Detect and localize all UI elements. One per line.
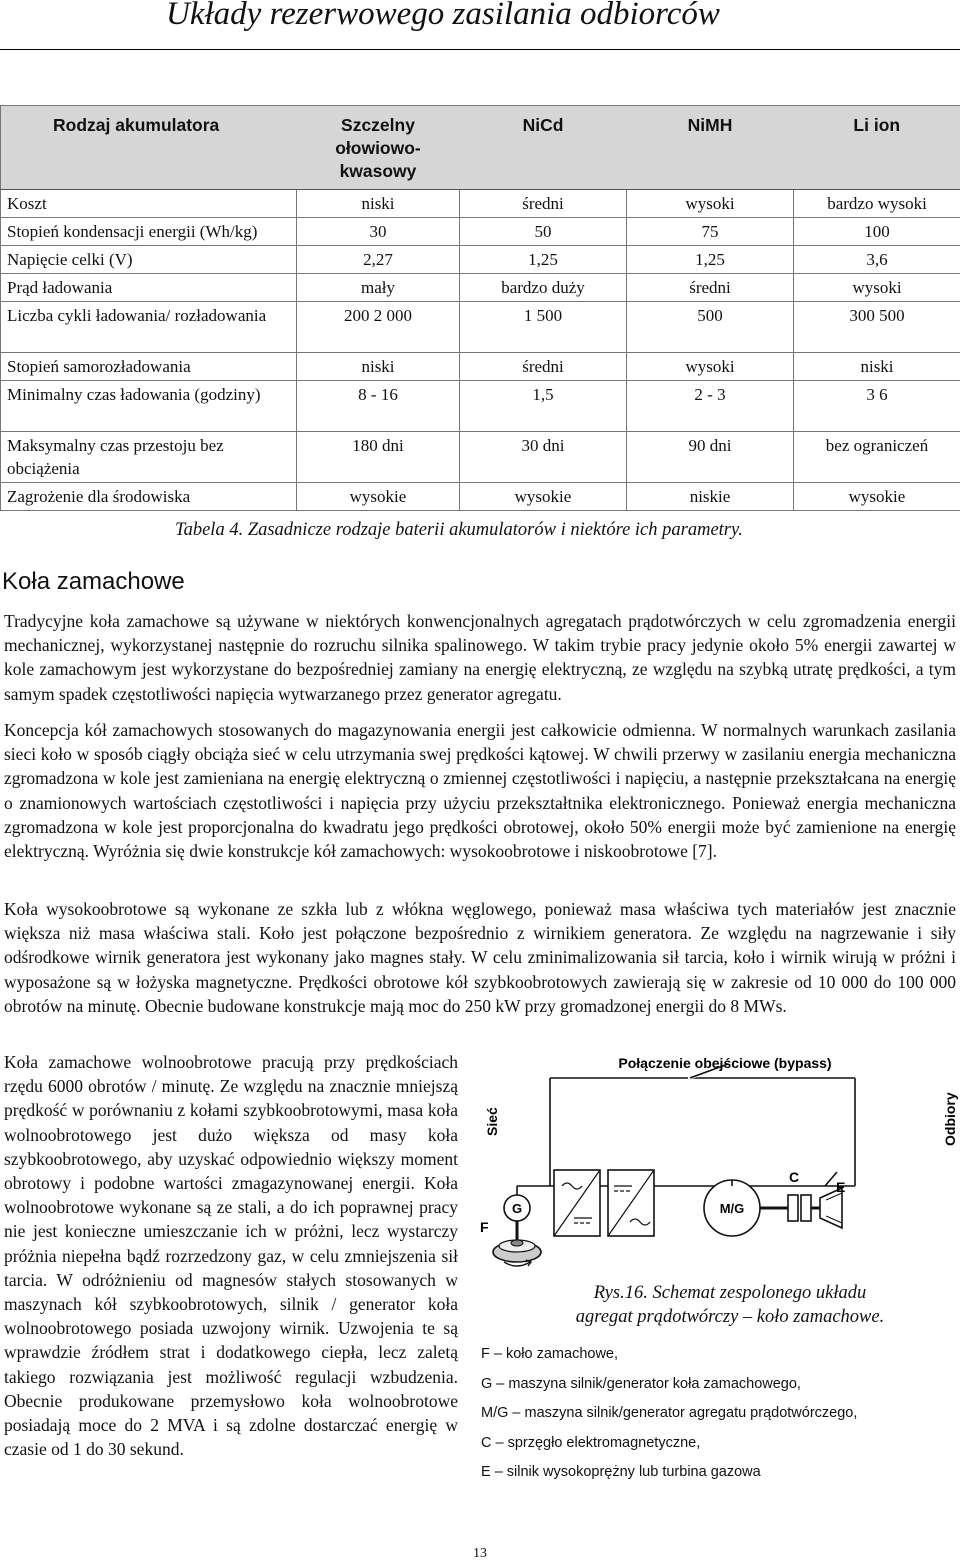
section-heading: Koła zamachowe [2, 568, 185, 595]
table-cell: bez ograniczeń [794, 432, 960, 483]
table-cell: niski [794, 353, 960, 381]
table-cell: średni [460, 353, 627, 381]
table-header-cell: Rodzaj akumulatora [1, 106, 297, 190]
table-header-cell: Li ion [794, 106, 960, 190]
table-header-cell [297, 106, 460, 190]
label-mg: M/G [719, 1201, 745, 1216]
table-cell: Prąd ładowania [1, 274, 297, 302]
title-divider [0, 49, 960, 50]
table-cell: wysokie [794, 483, 960, 511]
table-row [1, 302, 960, 353]
grid-label: Sieć [484, 1107, 500, 1136]
table-cell: 2,27 [297, 246, 460, 274]
table-row [1, 381, 960, 432]
legend-item: M/G – maszyna silnik/generator agregatu prądotwórczego, [481, 1405, 858, 1422]
table-cell: wysokie [460, 483, 627, 511]
clutch-icon [788, 1195, 820, 1221]
table-cell: 30 dni [460, 432, 627, 483]
table-cell: średni [627, 274, 794, 302]
header-line: Szczelny [341, 115, 415, 135]
table-header-row [1, 106, 960, 190]
table-cell: średni [460, 190, 627, 218]
table-cell: 200 2 000 [297, 302, 460, 353]
figure-caption-line: agregat prądotwórczy – koło zamachowe. [575, 1307, 885, 1327]
legend-item: F – koło zamachowe, [481, 1346, 619, 1362]
table-cell: 1 500 [460, 302, 627, 353]
table-cell: wysoki [627, 190, 794, 218]
table-cell: Liczba cykli ładowania/ rozładowania [1, 302, 297, 353]
table-cell: 30 [297, 218, 460, 246]
table-cell: mały [297, 274, 460, 302]
table-cell: Stopień kondensacji energii (Wh/kg) [1, 218, 297, 246]
table-cell: 100 [794, 218, 960, 246]
table-cell: 1,5 [460, 381, 627, 432]
table-cell: 75 [627, 218, 794, 246]
table-header-cell: NiMH [627, 106, 794, 190]
table-cell: niski [297, 190, 460, 218]
legend-item: G – maszyna silnik/generator koła zamachowego, [481, 1375, 801, 1392]
table-cell: wysoki [794, 274, 960, 302]
table-caption: Tabela 4. Zasadnicze rodzaje baterii akumulatorów i niektóre ich parametry. [175, 520, 743, 540]
table-cell: 50 [460, 218, 627, 246]
table-cell: 300 500 [794, 302, 960, 353]
page-number: 13 [473, 1546, 487, 1561]
paragraph: Koncepcja kół zamachowych stosowanych do magazynowania energii jest całkowicie odmienna. W normalnych warunkach zasilania sieci koło w sposób ciągły obciąża sieć w celu utrzymania swej prędkości kątowej. W chwili przerwy w zasilaniu energia mechaniczna zgromadzona w kole jest zamieniana na energię elektryczną o zmiennej częstotliwości i napięciu, a następnie przekształcana na energię o znamionowych wartościach częstotliwości i napięcia przy użyciu przekształtnika elektronicznego. Ponieważ energia mechaniczna zgromadzona w kole jest proporcjonalna do kwadratu jego prędkości obrotowej, około 50% energii może być zamienione na energię elektryczną. Wyróżnia się dwie konstrukcje kół zamachowych: wysokoobrotowe i niskoobrotowe [7]. [4, 720, 956, 862]
inverter-box [608, 1170, 654, 1236]
table-header-cell: NiCd [460, 106, 627, 190]
table-cell: 3 6 [794, 381, 960, 432]
flywheel-icon [493, 1186, 550, 1266]
table-cell: bardzo wysoki [794, 190, 960, 218]
label-g: G [511, 1201, 523, 1216]
table-cell: bardzo duży [460, 274, 627, 302]
table-cell: 2 - 3 [627, 381, 794, 432]
flywheel-diagram [470, 1040, 960, 1300]
table-row [1, 274, 960, 302]
table-cell: 1,25 [460, 246, 627, 274]
page-title: Układy rezerwowego zasilania odbiorców [166, 0, 720, 32]
converter-box [554, 1170, 600, 1236]
loads-label: Odbiory [942, 1092, 958, 1146]
table-cell: Maksymalny czas przestoju bez obciążenia [1, 432, 297, 483]
table-row [1, 432, 960, 483]
header-line: kwasowy [339, 161, 417, 181]
table-cell: 1,25 [627, 246, 794, 274]
table-row [1, 483, 960, 511]
table-cell: 8 - 16 [297, 381, 460, 432]
table-cell: Zagrożenie dla środowiska [1, 483, 297, 511]
table-cell: Napięcie celki (V) [1, 246, 297, 274]
legend-item: C – sprzęgło elektromagnetyczne, [481, 1434, 701, 1451]
table-cell: niski [297, 353, 460, 381]
table-cell: wysoki [627, 353, 794, 381]
table-row [1, 353, 960, 381]
legend-item: E – silnik wysokoprężny lub turbina gazowa [481, 1464, 761, 1481]
table-cell: Stopień samorozładowania [1, 353, 297, 381]
table-cell: 3,6 [794, 246, 960, 274]
label-f: F [480, 1219, 489, 1235]
header-line: ołowiowo- [335, 138, 421, 158]
table-cell: 90 dni [627, 432, 794, 483]
paragraph: Koła zamachowe wolnoobrotowe pracują przy prędkościach rzędu 6000 obrotów / minutę. Ze względu na znacznie mniejszą prędkość w porównaniu z kołami szybkoobrotowymi, masa koła wolnoobrotowego jest dużo większa od masy koła szybkoobrotowego, aby uzyskać odpowiednio większy moment obrotowy i podobne wartości zmagazynowanej energii. Koła wolnoobrotowe wykonane są ze stali, a do ich poprawnej pracy nie jest konieczne umieszczanie ich w próżni, lecz wystarczy próżnia niepełna bądź rozrzedzony gaz, w celu zmniejszenia sił tarcia. W odróżnieniu od magnesów stałych stosowanych w maszynach kół szybkoobrotowych, silnik / generator koła wolnoobrotowego posiada uzwojony wirnik. Uzwojenia te są wprawdzie źródłem strat i dodatkowego ciepła, lecz zaletą takiego rozwiązania jest możliwość regulacji wzbudzenia. Obecnie produkowane przemysłowo koła wolnoobrotowe posiadają moce do 2 MVA i są zdolne dostarczać energię w czasie od 1 do 30 sekund. [4, 1052, 458, 1460]
table-row [1, 218, 960, 246]
table-row [1, 190, 960, 218]
table-row [1, 246, 960, 274]
battery-table [0, 105, 960, 511]
figure-caption [530, 1281, 930, 1329]
table-cell: 500 [627, 302, 794, 353]
table-cell: Koszt [1, 190, 297, 218]
paragraph: Tradycyjne koła zamachowe są używane w niektórych konwencjonalnych agregatach prądotwórczych w celu zgromadzenia energii mechanicznej, wykorzystanej następnie do rozruchu silnika spalinowego. W takim trybie pracy jedynie około 5% energii zawartej w kole zamachowym jest wykorzystane do bezpośredniej zamiany na energię elektryczną, ze względu na szybką utratę prędkości, a tym samym spadek częstotliwości napięcia wytwarzanego przez generator agregatu. [4, 611, 956, 704]
bypass-label: Połączenie obejściowe (bypass) [618, 1055, 832, 1071]
figure-legend [481, 1342, 857, 1490]
paragraph: Koła wysokoobrotowe są wykonane ze szkła lub z włókna węglowego, ponieważ masa właściwa tych materiałów jest znacznie większa niż masa właściwa stali. Koło jest połączone bezpośrednio z wirnikiem generatora. Ze względu na nagrzewanie i siły odśrodkowe wirnik generatora jest wykonany jako magnes stały. W celu zminimalizowania sił tarcia, koło i wirnik wirują w próżni i wyposażone są w łożyska magnetyczne. Prędkości obrotowe kół szybkoobrotowych zawierają się w zakresie od 10 000 do 100 000 obrotów na minutę. Obecnie budowane konstrukcje mają moc do 250 kW przy gromadzonej energii do 8 MWs. [4, 899, 956, 1016]
table-cell: Minimalny czas ładowania (godziny) [1, 381, 297, 432]
table-cell: niskie [627, 483, 794, 511]
label-e: E [836, 1179, 846, 1195]
table-cell: 180 dni [297, 432, 460, 483]
table-cell: wysokie [297, 483, 460, 511]
label-c: C [789, 1169, 800, 1185]
figure-caption-line: Rys.16. Schemat zespolonego układu [593, 1283, 867, 1303]
